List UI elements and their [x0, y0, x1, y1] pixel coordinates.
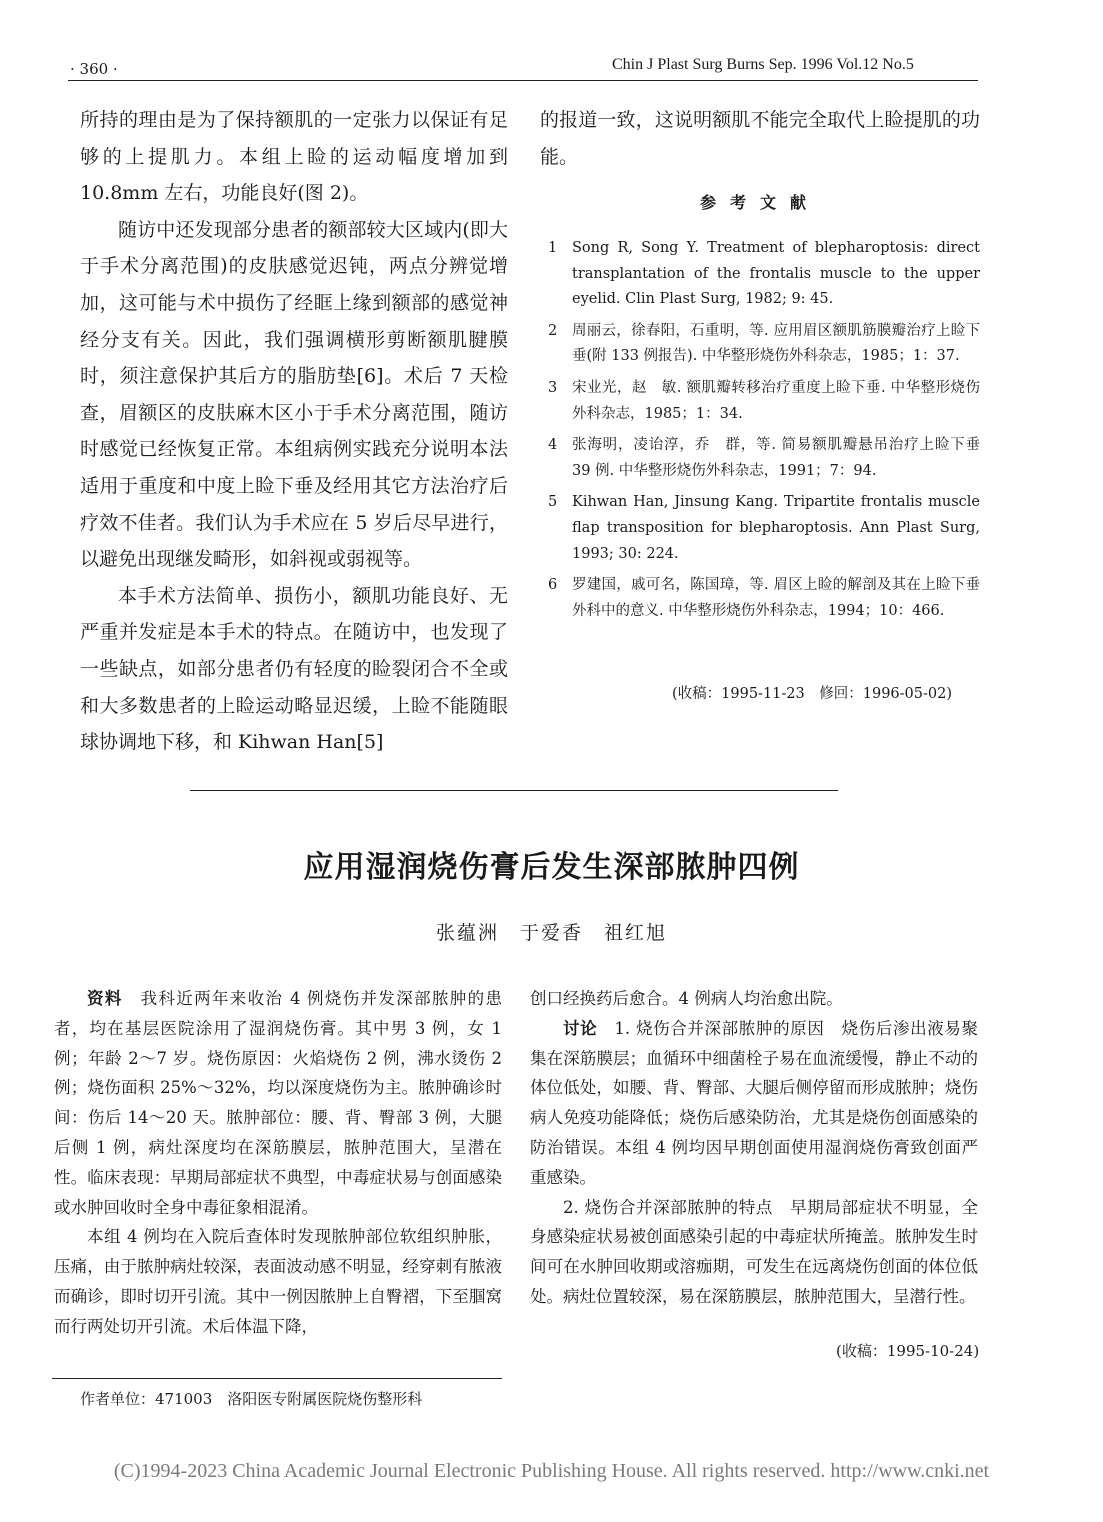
body-paragraph: 本手术方法简单、损伤小，额肌功能良好、无严重并发症是本手术的特点。在随访中，也发现了一些缺点，如部分患者仍有轻度的睑裂闭合不全或和大多数患者的上睑运动略显迟缓，上睑不能随眼球协调地下移，和 Kihwan Han[5] — [80, 584, 508, 754]
body-paragraph: 2. 烧伤合并深部脓肿的特点 早期局部症状不明显，全身感染症状易被创面感染引起的中毒症状所掩盖。脓肿发生时间可在水肿回收期或溶痂期，可发生在远离烧伤创面的体位低处。病灶位置较深，易在深筋膜层，脓肿范围大，呈潜行性。 — [530, 1197, 978, 1306]
page-number: · 360 · — [70, 60, 118, 78]
paragraph-text: 我科近两年来收治 4 例烧伤并发深部脓肿的患者，均在基层医院涂用了湿润烧伤膏。其中男 3 例，女 1 例；年龄 2～7 岁。烧伤原因：火焰烧伤 2 例，沸水烫伤 2 例；烧伤面积 25%～32%，均以深度烧伤为主。脓肿确诊时间：伤后 14～20 天。脓肿部位：腰、背、臀部 3 例，大腿后侧 1 例，病灶深度均在深筋膜层，脓肿范围大，呈潜在性。临床表现：早期局部症状不典型，中毒症状易与创面感染或水肿回收时全身中毒征象相混淆。 — [54, 989, 503, 1217]
footnote-rule — [52, 1378, 502, 1379]
body-paragraph: 创口经换药后愈合。4 例病人均治愈出院。 — [530, 989, 843, 1008]
section-label: 讨论 — [563, 1018, 598, 1038]
reference-item — [548, 433, 980, 484]
reference-text: 罗建国，戚可名，陈国璋，等. 眉区上睑的解剖及其在上睑下垂外科中的意义. 中华整形烧伤外科杂志，1994；10：466. — [572, 577, 980, 619]
reference-text: 周丽云，徐春阳，石重明，等. 应用眉区额肌筋膜瓣治疗上睑下垂(附 133 例报告). 中华整形烧伤外科杂志，1985；1：37. — [572, 322, 980, 365]
author-affiliation: 作者单位：471003 洛阳医专附属医院烧伤整形科 — [80, 1390, 423, 1408]
material-paragraph — [54, 984, 502, 1222]
article-authors: 张蕴洲 于爱香 祖红旭 — [435, 922, 667, 944]
journal-citation: Chin J Plast Surg Burns Sep. 1996 Vol.12 No.5 — [612, 56, 914, 73]
reference-number: 1 — [548, 240, 558, 256]
received-date: (收稿：1995-10-24) — [836, 1342, 980, 1360]
references-heading: 参考文献 — [699, 193, 820, 212]
header-rule — [68, 80, 978, 81]
reference-number: 2 — [548, 322, 558, 339]
reference-text: Song R, Song Y. Treatment of blepharoptosis: direct transplantation of the frontalis muscle to the upper eyelid. Clin Plast Surg, 1982; 9: 45. — [572, 240, 980, 308]
discussion-paragraph — [530, 1014, 978, 1193]
body-paragraph: 本组 4 例均在入院后查体时发现脓肿部位软组织肿胀，压痛，由于脓肿病灶较深，表面波动感不明显，经穿刺有脓液而确诊，即时切开引流。其中一例因脓肿上自臀褶，下至腘窝而行两处切开引流。术后体温下降， — [54, 1227, 502, 1336]
reference-number: 3 — [548, 379, 558, 396]
reference-text: 张海明，凌诒淳，乔 群，等. 简易额肌瓣悬吊治疗上睑下垂 39 例. 中华整形烧伤外科杂志，1991；7：94. — [572, 437, 980, 479]
paragraph-text: 1. 烧伤合并深部脓肿的原因 烧伤后渗出液易聚集在深筋膜层；血循环中细菌栓子易在血流缓慢，静止不动的体位低处，如腰、背、臀部、大腿后侧停留而形成脓肿；烧伤病人免疫功能降低；烧伤后感染防治，尤其是烧伤创面感染的防治错误。本组 4 例均因早期创面使用湿润烧伤膏致创面严重感染。 — [530, 1018, 979, 1187]
body-paragraph: 的报道一致，这说明额肌不能完全取代上睑提肌的功能。 — [540, 109, 980, 168]
reference-item — [548, 236, 980, 313]
article-separator — [190, 790, 838, 791]
body-paragraph: 所持的理由是为了保持额肌的一定张力以保证有足够的上提肌力。本组上睑的运动幅度增加到 10.8mm 左右，功能良好(图 2)。 — [80, 109, 508, 205]
reference-text: 宋业光，赵 敏. 额肌瓣转移治疗重度上睑下垂. 中华整形烧伤外科杂志，1985；1：34. — [572, 379, 980, 422]
reference-item — [548, 319, 980, 370]
article2-left-column — [54, 984, 502, 1342]
reference-text: Kihwan Han, Jinsung Kang. Tripartite frontalis muscle flap transposition for blepharoptosis. Ann Plast Surg, 1993; 30: 224. — [572, 494, 980, 562]
received-date: (收稿：1995-11-23 修回：1996-05-02) — [672, 686, 953, 702]
article1-left-column — [80, 102, 508, 761]
article2-right-column — [530, 984, 978, 1312]
article-title: 应用湿润烧伤膏后发生深部脓肿四例 — [303, 850, 800, 885]
reference-item — [548, 573, 980, 624]
reference-number: 4 — [548, 437, 558, 454]
article1-right-column — [540, 102, 980, 175]
section-label: 资料 — [87, 989, 123, 1008]
reference-item — [548, 376, 980, 427]
reference-number: 6 — [548, 577, 558, 594]
reference-item — [548, 490, 980, 567]
copyright-watermark: (C)1994-2023 China Academic Journal Electronic Publishing House. All rights reserved. http://www.cnki.net — [113, 1460, 990, 1482]
references-list — [548, 236, 980, 630]
reference-number: 5 — [548, 494, 558, 511]
body-paragraph: 随访中还发现部分患者的额部较大区域内(即大于手术分离范围)的皮肤感觉迟钝，两点分辨觉增加，这可能与术中损伤了经眶上缘到额部的感觉神经分支有关。因此，我们强调横形剪断额肌腱膜时，须注意保护其后方的脂肪垫[6]。术后 7 天检查，眉额区的皮肤麻木区小于手术分离范围，随访时感觉已经恢复正常。本组病例实践充分说明本法适用于重度和中度上睑下垂及经用其它方法治疗后疗效不佳者。我们认为手术应在 5 岁后尽早进行，以避免出现继发畸形，如斜视或弱视等。 — [80, 218, 508, 571]
